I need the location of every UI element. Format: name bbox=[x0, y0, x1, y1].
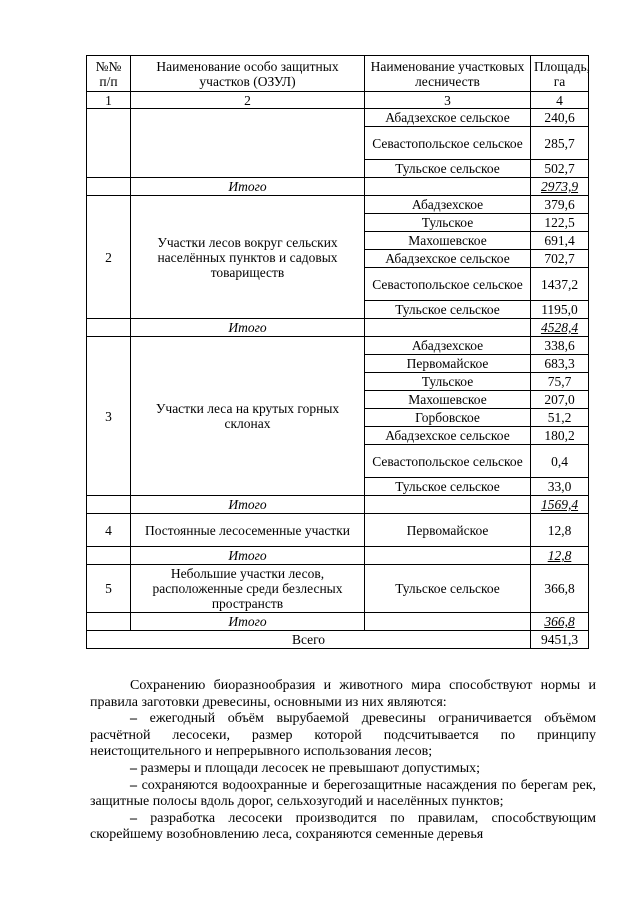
list-item bbox=[90, 761, 596, 778]
forestry-cell: Абадзехское сельское bbox=[365, 109, 531, 127]
section-name: Участки лесов вокруг сельских населённых пунктов и садовых товариществ bbox=[131, 196, 365, 319]
forestry-cell: Горбовское bbox=[365, 409, 531, 427]
forestry-cell: Севастопольское сельское bbox=[365, 268, 531, 301]
area-cell: 285,7 bbox=[531, 127, 589, 160]
empty-cell bbox=[365, 496, 531, 514]
area-cell: 207,0 bbox=[531, 391, 589, 409]
forestry-cell: Тульское bbox=[365, 373, 531, 391]
subtotal-label: Итого bbox=[131, 496, 365, 514]
subtotal-row bbox=[87, 319, 589, 337]
section-name: Постоянные лесосеменные участки bbox=[131, 514, 365, 547]
grand-total-row bbox=[87, 631, 589, 649]
list-dash: – bbox=[130, 810, 137, 826]
subtotal-row bbox=[87, 496, 589, 514]
area-cell: 691,4 bbox=[531, 232, 589, 250]
section-number bbox=[87, 109, 131, 178]
area-cell: 683,3 bbox=[531, 355, 589, 373]
area-cell: 33,0 bbox=[531, 478, 589, 496]
body-items bbox=[90, 711, 596, 844]
forestry-cell: Севастопольское сельское bbox=[365, 445, 531, 478]
grand-total-value: 9451,3 bbox=[531, 631, 589, 649]
table-row bbox=[87, 337, 589, 355]
empty-cell bbox=[87, 178, 131, 196]
colnum: 4 bbox=[531, 92, 589, 109]
forestry-cell: Абадзехское сельское bbox=[365, 250, 531, 268]
section-name: Участки леса на крутых горных склонах bbox=[131, 337, 365, 496]
colnum: 3 bbox=[365, 92, 531, 109]
area-cell: 12,8 bbox=[531, 514, 589, 547]
table-row bbox=[87, 514, 589, 547]
forestry-cell: Тульское bbox=[365, 214, 531, 232]
section-number: 5 bbox=[87, 565, 131, 613]
area-cell: 75,7 bbox=[531, 373, 589, 391]
area-cell: 702,7 bbox=[531, 250, 589, 268]
list-dash: – bbox=[130, 760, 137, 776]
forestry-cell: Тульское сельское bbox=[365, 478, 531, 496]
table-row bbox=[87, 109, 589, 127]
section-number: 4 bbox=[87, 514, 131, 547]
subtotal-value: 366,8 bbox=[531, 613, 589, 631]
list-text: сохраняются водоохранные и берегозащитные насаждения по берегам рек, защитные полосы вдоль дорог, сельхозугодий и населённых пунктов; bbox=[90, 777, 596, 810]
header-area: Площадь, га bbox=[531, 56, 589, 92]
area-cell: 379,6 bbox=[531, 196, 589, 214]
area-cell: 366,8 bbox=[531, 565, 589, 613]
grand-total-label: Всего bbox=[87, 631, 531, 649]
forestry-cell: Махошевское bbox=[365, 391, 531, 409]
area-cell: 180,2 bbox=[531, 427, 589, 445]
empty-cell bbox=[365, 178, 531, 196]
list-text: разработка лесосеки производится по правилам, способствующим скорейшему возобновлению леса, сохраняются семенные деревья bbox=[90, 810, 596, 843]
header-num: №№ п/п bbox=[87, 56, 131, 92]
table-colnum-row bbox=[87, 92, 589, 109]
subtotal-value: 1569,4 bbox=[531, 496, 589, 514]
subtotal-row bbox=[87, 613, 589, 631]
subtotal-value: 12,8 bbox=[531, 547, 589, 565]
section-number: 2 bbox=[87, 196, 131, 319]
forestry-cell: Махошевское bbox=[365, 232, 531, 250]
forestry-cell: Севастопольское сельское bbox=[365, 127, 531, 160]
area-cell: 0,4 bbox=[531, 445, 589, 478]
list-item bbox=[90, 778, 596, 811]
area-cell: 122,5 bbox=[531, 214, 589, 232]
area-cell: 51,2 bbox=[531, 409, 589, 427]
subtotal-value: 2973,9 bbox=[531, 178, 589, 196]
subtotal-row bbox=[87, 547, 589, 565]
empty-cell bbox=[87, 613, 131, 631]
forestry-cell: Первомайское bbox=[365, 514, 531, 547]
area-cell: 1437,2 bbox=[531, 268, 589, 301]
empty-cell bbox=[365, 319, 531, 337]
table-header-row bbox=[87, 56, 589, 92]
section-name bbox=[131, 109, 365, 178]
empty-cell bbox=[365, 547, 531, 565]
area-cell: 502,7 bbox=[531, 160, 589, 178]
subtotal-row bbox=[87, 178, 589, 196]
header-name: Наименование особо защитных участков (ОЗУЛ) bbox=[131, 56, 365, 92]
area-cell: 1195,0 bbox=[531, 301, 589, 319]
forestry-cell: Абадзехское bbox=[365, 196, 531, 214]
colnum: 1 bbox=[87, 92, 131, 109]
empty-cell bbox=[87, 496, 131, 514]
subtotal-label: Итого bbox=[131, 613, 365, 631]
body-text bbox=[90, 678, 596, 844]
colnum: 2 bbox=[131, 92, 365, 109]
area-cell: 338,6 bbox=[531, 337, 589, 355]
list-dash: – bbox=[130, 711, 137, 727]
list-item bbox=[90, 811, 596, 844]
area-cell: 240,6 bbox=[531, 109, 589, 127]
list-item bbox=[90, 711, 596, 761]
empty-cell bbox=[87, 319, 131, 337]
subtotal-value: 4528,4 bbox=[531, 319, 589, 337]
empty-cell bbox=[87, 547, 131, 565]
subtotal-label: Итого bbox=[131, 547, 365, 565]
forestry-cell: Абадзехское bbox=[365, 337, 531, 355]
forestry-cell: Первомайское bbox=[365, 355, 531, 373]
forestry-cell: Тульское сельское bbox=[365, 301, 531, 319]
subtotal-label: Итого bbox=[131, 319, 365, 337]
forestry-cell: Тульское сельское bbox=[365, 565, 531, 613]
list-dash: – bbox=[130, 777, 137, 793]
empty-cell bbox=[365, 613, 531, 631]
list-text: размеры и площади лесосек не превышают допустимых; bbox=[137, 760, 481, 776]
list-text: ежегодный объём вырубаемой древесины ограничивается объёмом расчётной лесосеки, размер которой подсчитывается по принципу неистощительного и непрерывного использования лесов; bbox=[90, 711, 596, 760]
section-number: 3 bbox=[87, 337, 131, 496]
table-body bbox=[87, 109, 589, 649]
table-row bbox=[87, 196, 589, 214]
header-forestry: Наименование участковых лесничеств bbox=[365, 56, 531, 92]
table-row bbox=[87, 565, 589, 613]
subtotal-label: Итого bbox=[131, 178, 365, 196]
ozul-table bbox=[86, 55, 589, 649]
intro-paragraph: Сохранению биоразнообразия и животного мира способствуют нормы и правила заготовки древесины, основными из них являются: bbox=[90, 678, 596, 710]
forestry-cell: Абадзехское сельское bbox=[365, 427, 531, 445]
forestry-cell: Тульское сельское bbox=[365, 160, 531, 178]
section-name: Небольшие участки лесов, расположенные среди безлесных пространств bbox=[131, 565, 365, 613]
